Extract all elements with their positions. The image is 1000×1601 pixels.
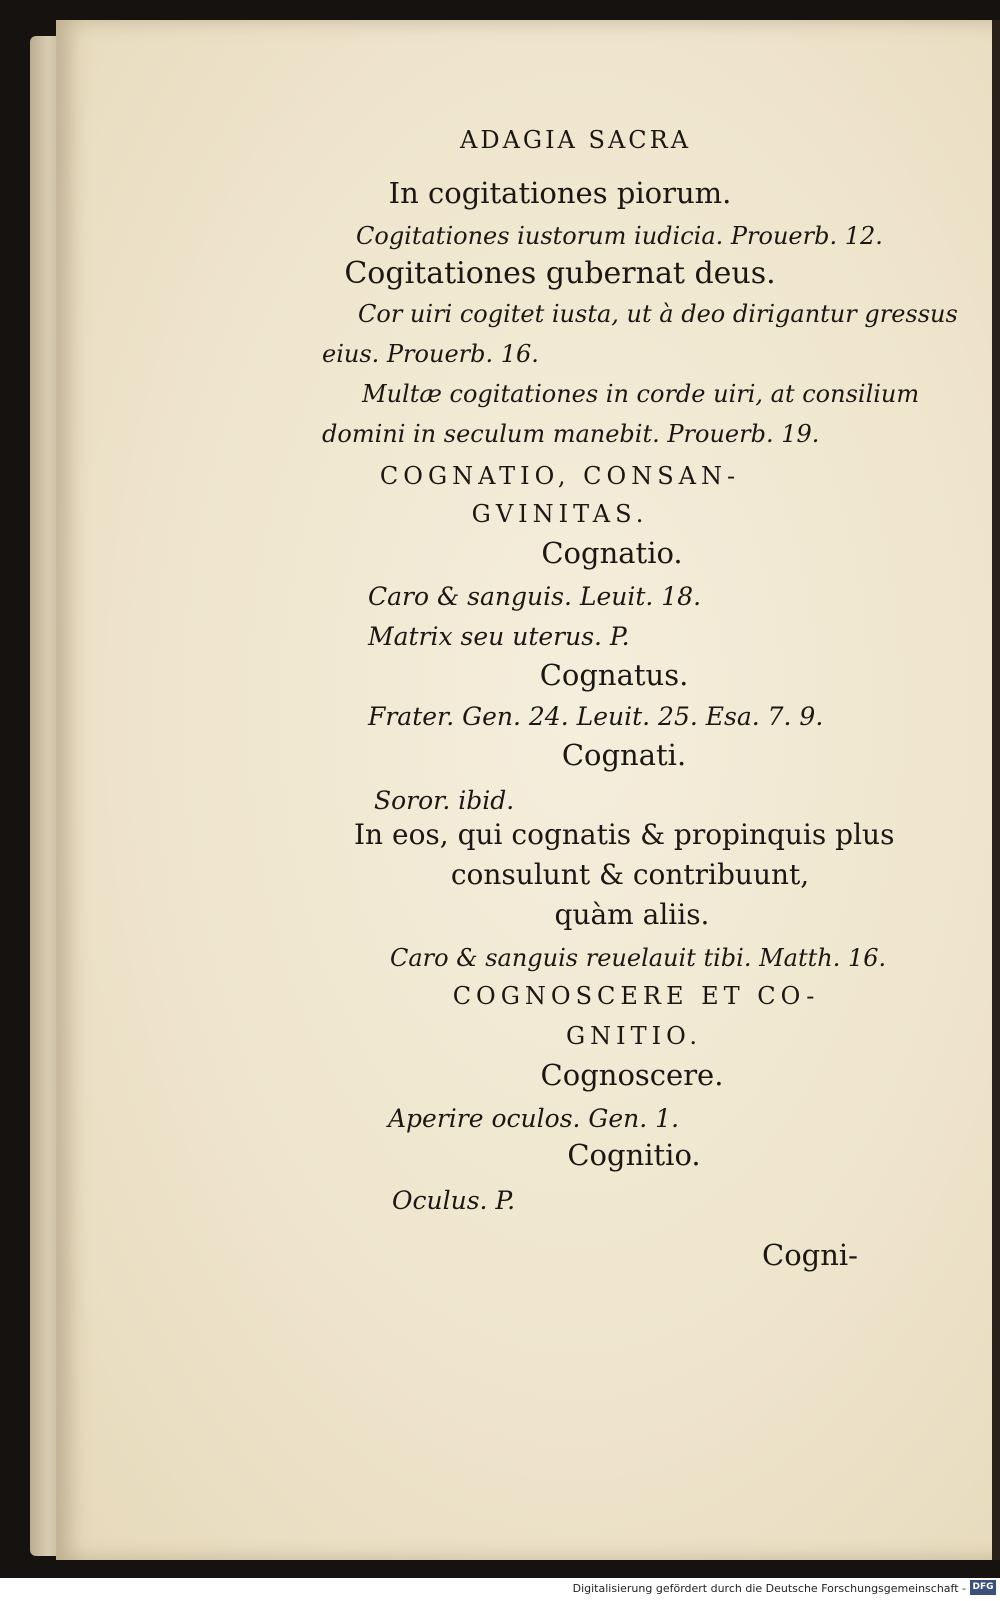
text-line: Aperire oculos. Gen. 1. [388,1104,680,1133]
text-line: Soror. ibid. [374,786,515,815]
text-line: domini in seculum manebit. Prouerb. 19. [322,420,820,448]
section-heading: GVINITAS. [471,500,649,528]
text-line: Multæ cogitationes in corde uiri, at consilium [362,380,920,408]
text-line: Cor uiri cogitet iusta, ut à deo dirigantur gressus [358,300,958,328]
heading-in-eos: In eos, qui cognatis & propinquis plus [354,818,895,851]
subheading: Cognati. [561,738,687,772]
binding-edge [992,20,1000,1560]
subheading: Cognoscere. [540,1058,724,1092]
digitization-credit: Digitalisierung gefördert durch die Deutsche Forschungsgemeinschaft - [572,1582,966,1595]
section-heading: COGNOSCERE ET CO- [452,982,820,1010]
subheading: Cognatio. [541,536,683,570]
running-title: ADAGIA SACRA [460,126,692,154]
heading-in-cogitationes: In cogitationes piorum. [388,176,732,210]
text-line: Oculus. P. [392,1186,516,1215]
subheading: Cognatus. [539,658,689,692]
heading-in-eos: quàm aliis. [554,898,710,931]
text-line: Frater. Gen. 24. Leuit. 25. Esa. 7. 9. [368,702,824,731]
text-line: Matrix seu uterus. P. [368,622,630,651]
book-page [56,20,1000,1560]
dfg-logo: DFG [970,1580,996,1595]
heading-in-eos: consulunt & contribuunt, [450,858,810,891]
section-heading: COGNATIO, CONSAN- [379,462,741,490]
subheading: Cognitio. [567,1138,701,1172]
subheading: Cogitationes gubernat deus. [344,256,776,291]
text-line: Caro & sanguis. Leuit. 18. [368,582,702,611]
catchword: Cogni- [762,1238,858,1272]
text-line: Caro & sanguis reuelauit tibi. Matth. 16. [390,944,887,972]
text-line: Cogitationes iustorum iudicia. Prouerb. 12. [356,222,883,250]
section-heading: GNITIO. [565,1022,703,1050]
text-line: eius. Prouerb. 16. [322,340,539,368]
